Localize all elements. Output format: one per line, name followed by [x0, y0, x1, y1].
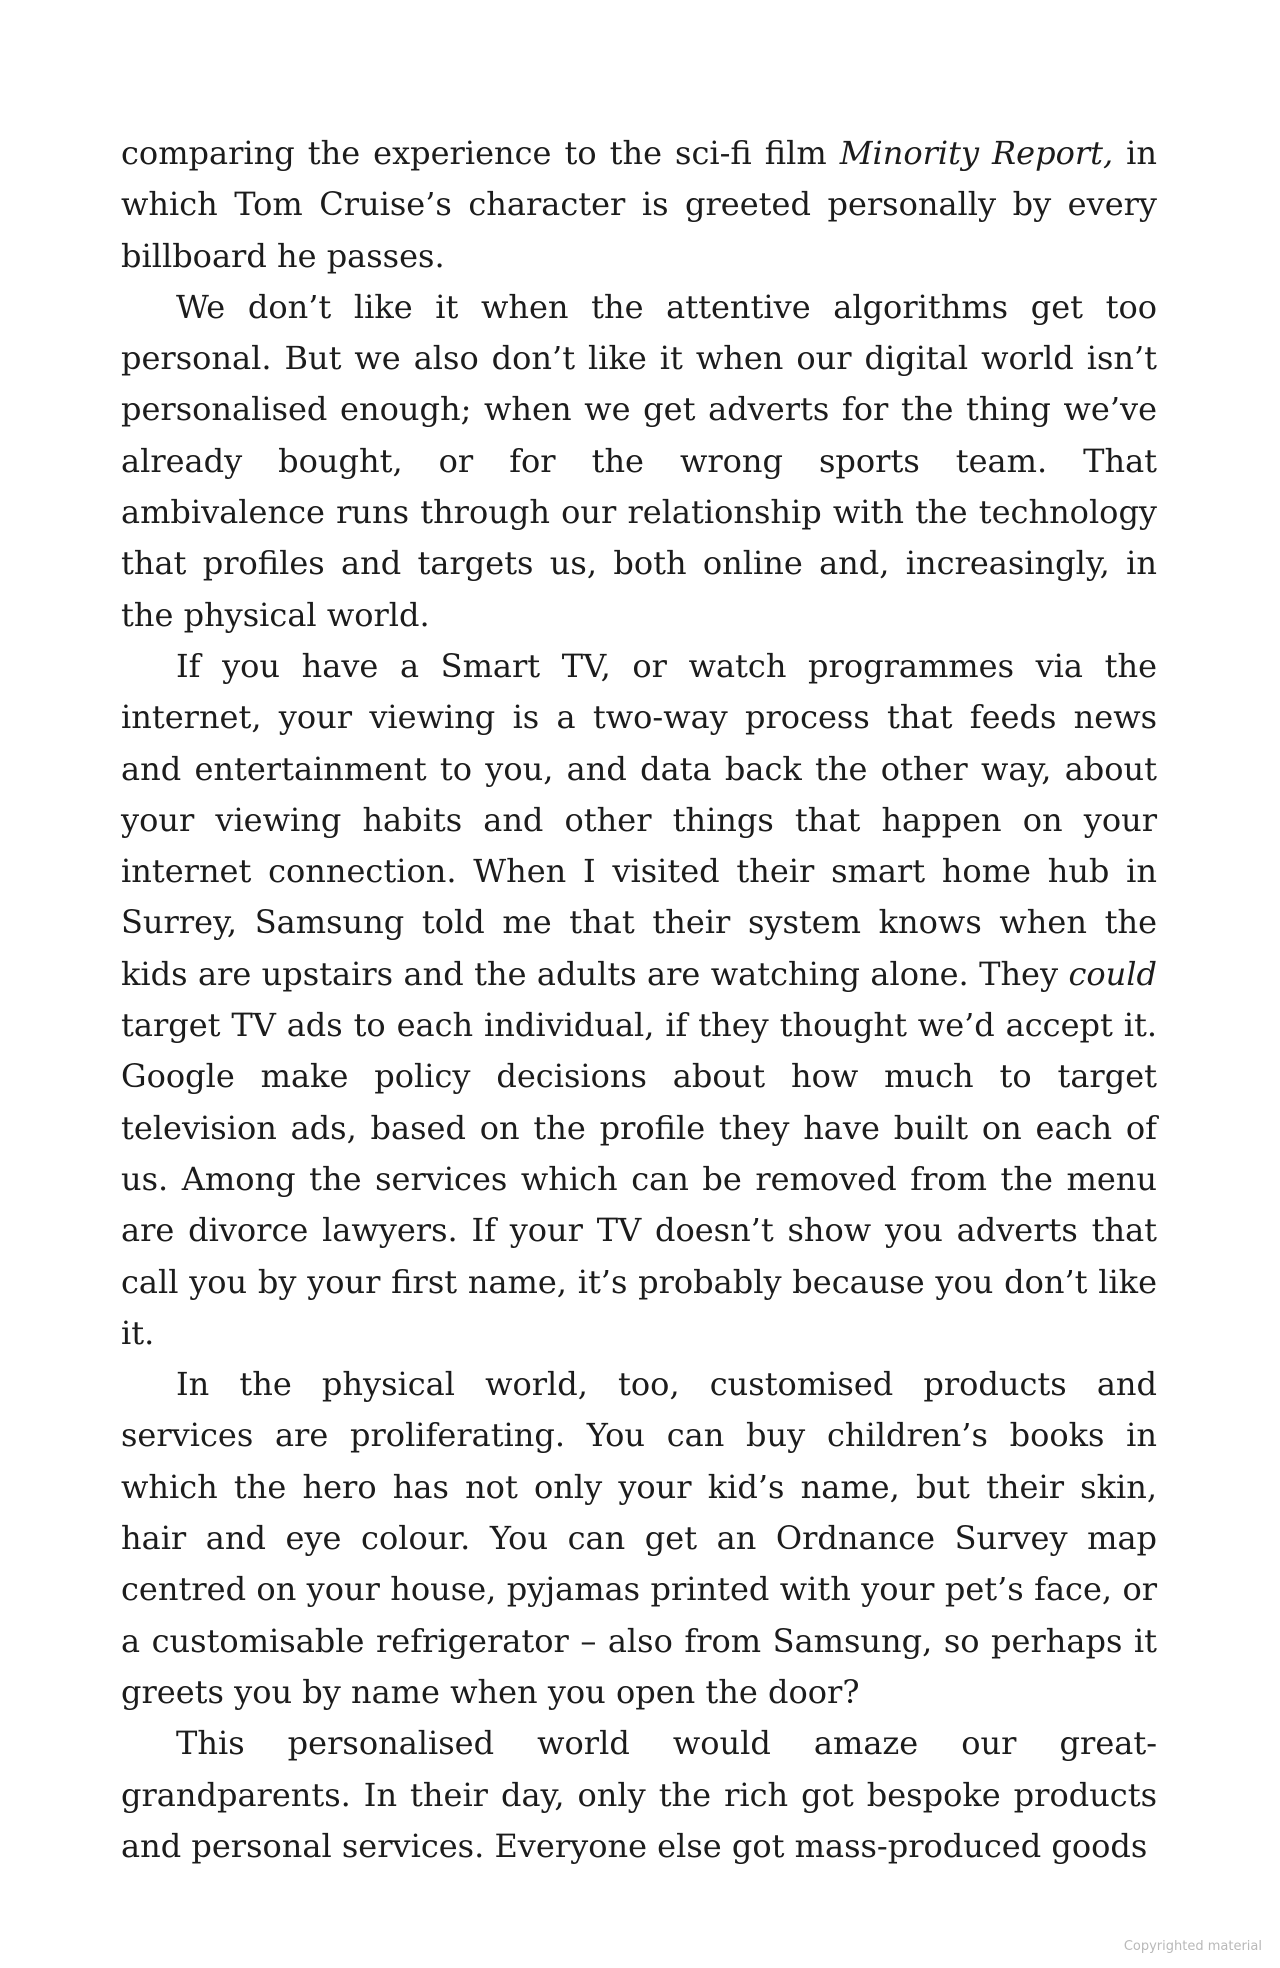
emphasis-italic: could	[1068, 954, 1157, 993]
text-segment: If you have a Smart TV, or watch programmes via the internet, your viewing is a two-way process that feeds news and entertainment to you, and data back the other way, about your viewing habits and other things that happen on your internet connection. When I visited their smart home hub in Surrey, Samsung told me that their system knows when the kids are upstairs and the adults are watching alone. They	[121, 646, 1157, 993]
paragraph-5	[121, 1718, 1157, 1872]
paragraph-3	[121, 641, 1157, 1359]
copyright-watermark: Copyrighted material	[1123, 1939, 1262, 1954]
text-segment: in which Tom Cruise’s character is greeted personally by every billboard he passes.	[121, 134, 1158, 275]
text-segment: In the physical world, too, customised products and services are proliferating. You can buy children’s books in which the hero has not only your kid’s name, but their skin, hair and eye colour. You can get an Ordnance Survey map centred on your house, pyjamas printed with your pet’s face, or a customisable refrigerator – also from Samsung, so perhaps it greets you by name when you open the door?	[121, 1365, 1157, 1711]
text-segment: This personalised world would amaze our great-grandparents. In their day, only the rich got bespoke products and personal services. Everyone else got mass-produced goods	[121, 1724, 1157, 1865]
body-text	[121, 128, 1157, 1872]
text-segment: We don’t like it when the attentive algorithms get too personal. But we also don’t like it when our digital world isn’t personalised enough; when we get adverts for the thing we’ve already bought, or for the wrong sports team. That ambivalence runs through our relationship with the technology that profiles and targets us, both online and, increasingly, in the physical world.	[121, 287, 1157, 634]
paragraph-2	[121, 282, 1157, 641]
text-segment: target TV ads to each individual, if they thought we’d accept it. Google make policy decisions about how much to target television ads, based on the profile they have built on each of us. Among the services which can be removed from the menu are divorce lawyers. If your TV doesn’t show you adverts that call you by your first name, it’s probably because you don’t like it.	[121, 1006, 1157, 1352]
paragraph-1	[121, 128, 1157, 282]
paragraph-4	[121, 1359, 1157, 1718]
text-segment: comparing the experience to the sci-fi film	[121, 134, 840, 172]
film-title-italic: Minority Report,	[839, 134, 1114, 172]
